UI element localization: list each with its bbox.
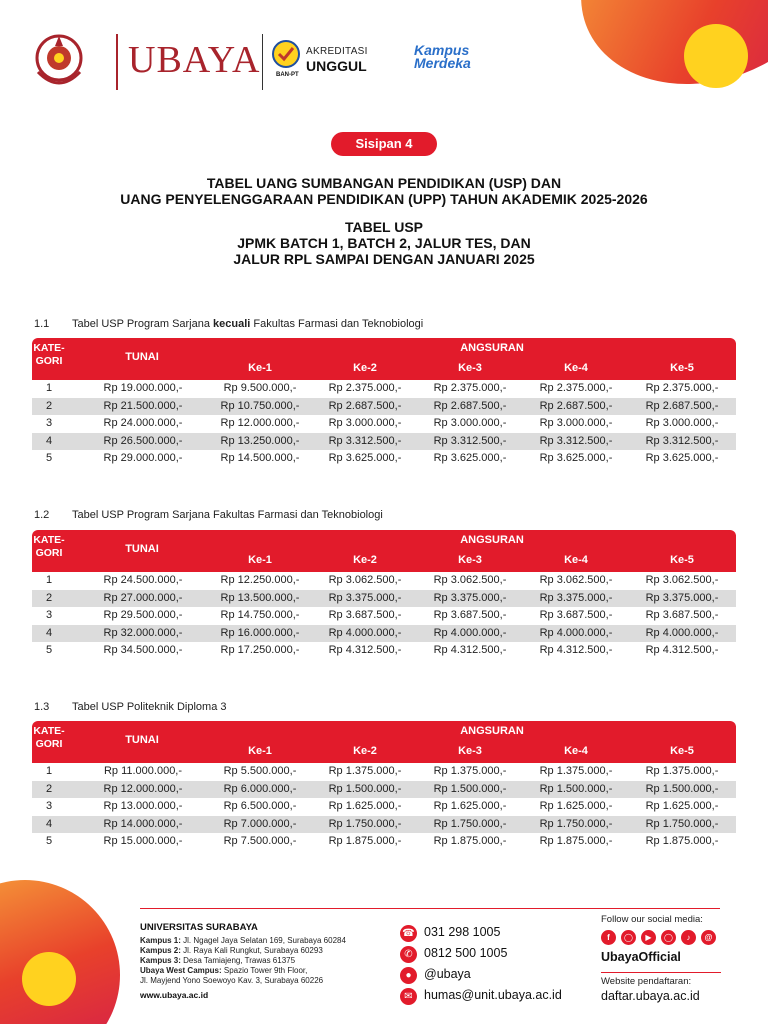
section-heading-2 (34, 509, 383, 521)
footer-campus-west: Ubaya West Campus: Spazio Tower 9th Floor, (140, 966, 308, 975)
whatsapp-icon: ✆ (400, 946, 417, 963)
header-kategori: KATE- GORI (33, 725, 65, 750)
kampus-merdeka-logo: Kampus Merdeka (414, 42, 471, 71)
cell-ke-4: Rp 1.375.000,- (539, 765, 613, 777)
table-row (32, 781, 736, 799)
registration-url[interactable]: daftar.ubaya.ac.id (601, 989, 700, 1003)
ban-pt-label: BAN-PT (276, 72, 299, 78)
table-row (32, 642, 736, 660)
cell-tunai: Rp 19.000.000,- (103, 382, 183, 394)
header-ke-2: Ke-2 (353, 554, 377, 566)
registration-divider (601, 972, 721, 973)
cell-kategori: 1 (45, 765, 53, 777)
cell-tunai: Rp 24.000.000,- (103, 417, 183, 429)
cell-kategori: 1 (45, 574, 53, 586)
cell-ke-1: Rp 9.500.000,- (223, 382, 297, 394)
sisipan-badge: Sisipan 4 (331, 132, 437, 156)
table-row (32, 763, 736, 781)
cell-kategori: 5 (45, 835, 53, 847)
cell-ke-3: Rp 4.000.000,- (433, 626, 507, 639)
cell-ke-3: Rp 1.750.000,- (433, 817, 507, 830)
brand-divider (116, 34, 118, 90)
cell-ke-2: Rp 1.375.000,- (328, 765, 402, 777)
usp-table-1 (32, 338, 736, 468)
cell-ke-5: Rp 1.375.000,- (645, 765, 719, 777)
table-row (32, 607, 736, 625)
header-ke-2: Ke-2 (353, 362, 377, 374)
header-ke-4: Ke-4 (564, 745, 588, 757)
header-angsuran: ANGSURAN (460, 725, 524, 737)
footer-campus-1: Kampus 1: Jl. Ngagel Jaya Selatan 169, Surabaya 60284 (140, 936, 346, 945)
cell-tunai: Rp 21.500.000,- (103, 399, 183, 412)
follow-label: Follow our social media: (601, 914, 703, 925)
title-line-4: JPMK BATCH 1, BATCH 2, JALUR TES, DAN (237, 235, 531, 251)
header-ke-1: Ke-1 (248, 554, 272, 566)
chat-icon: ● (400, 967, 417, 984)
cell-ke-5: Rp 1.625.000,- (645, 800, 719, 812)
cell-ke-2: Rp 1.500.000,- (328, 782, 402, 795)
contact-email-text: humas@unit.ubaya.ac.id (424, 988, 562, 1002)
cell-kategori: 5 (45, 452, 53, 464)
cell-ke-3: Rp 1.875.000,- (433, 835, 507, 847)
accreditation-label: AKREDITASI (306, 46, 368, 57)
cell-ke-1: Rp 12.250.000,- (220, 574, 300, 586)
header (30, 26, 470, 96)
cell-ke-2: Rp 1.625.000,- (328, 800, 402, 812)
cell-tunai: Rp 29.500.000,- (103, 609, 183, 621)
cell-ke-4: Rp 4.000.000,- (539, 626, 613, 639)
cell-ke-2: Rp 2.375.000,- (328, 382, 402, 394)
cell-ke-5: Rp 1.500.000,- (645, 782, 719, 795)
cell-tunai: Rp 26.500.000,- (103, 434, 183, 447)
cell-ke-5: Rp 4.312.500,- (645, 644, 719, 656)
header-ke-2: Ke-2 (353, 745, 377, 757)
cell-kategori: 5 (45, 644, 53, 656)
cell-tunai: Rp 29.000.000,- (103, 452, 183, 464)
cell-ke-3: Rp 4.312.500,- (433, 644, 507, 656)
cell-kategori: 3 (45, 609, 53, 621)
cell-ke-4: Rp 3.062.500,- (539, 574, 613, 586)
cell-ke-5: Rp 3.625.000,- (645, 452, 719, 464)
cell-kategori: 4 (45, 626, 53, 639)
cell-ke-4: Rp 2.375.000,- (539, 382, 613, 394)
instagram-alt-icon[interactable]: ◯ (661, 930, 676, 945)
section-heading-1 (34, 318, 423, 330)
cell-ke-2: Rp 3.687.500,- (328, 609, 402, 621)
header-angsuran: ANGSURAN (460, 342, 524, 354)
cell-kategori: 4 (45, 817, 53, 830)
header-ke-3: Ke-3 (458, 554, 482, 566)
cell-ke-4: Rp 2.687.500,- (539, 399, 613, 412)
cell-ke-2: Rp 3.625.000,- (328, 452, 402, 464)
cell-ke-1: Rp 10.750.000,- (220, 399, 300, 412)
table-row (32, 450, 736, 468)
cell-ke-3: Rp 3.000.000,- (433, 417, 507, 429)
section-number: 1.2 (34, 509, 50, 521)
header-ke-4: Ke-4 (564, 362, 588, 374)
table-row (32, 816, 736, 834)
header-ke-1: Ke-1 (248, 362, 272, 374)
title-line-1: TABEL UANG SUMBANGAN PENDIDIKAN (USP) DAN (206, 175, 562, 191)
cell-ke-3: Rp 1.625.000,- (433, 800, 507, 812)
footer-campus-2: Kampus 2: Jl. Raya Kali Rungkut, Surabaya 60293 (140, 946, 323, 955)
cell-tunai: Rp 14.000.000,- (103, 817, 183, 830)
cell-ke-3: Rp 3.312.500,- (433, 434, 507, 447)
cell-ke-4: Rp 3.375.000,- (539, 591, 613, 604)
table-header (32, 530, 736, 572)
cell-ke-2: Rp 3.312.500,- (328, 434, 402, 447)
cell-tunai: Rp 34.500.000,- (103, 644, 183, 656)
title-line-3: TABEL USP (344, 219, 424, 235)
footer-campus-west-address: Jl. Mayjend Yono Soewoyo Kav. 3, Surabaya 60226 (140, 976, 324, 985)
tiktok-icon[interactable]: ♪ (681, 930, 696, 945)
table-row (32, 380, 736, 398)
cell-ke-3: Rp 1.500.000,- (433, 782, 507, 795)
cell-ke-2: Rp 2.687.500,- (328, 399, 402, 412)
header-tunai: TUNAI (125, 543, 159, 555)
cell-ke-2: Rp 4.000.000,- (328, 626, 402, 639)
cell-kategori: 4 (45, 434, 53, 447)
cell-ke-1: Rp 14.750.000,- (220, 609, 300, 621)
section-title-pre: Tabel USP Politeknik Diploma 3 (72, 701, 227, 713)
cell-ke-2: Rp 4.312.500,- (328, 644, 402, 656)
cell-ke-1: Rp 5.500.000,- (223, 765, 297, 777)
header-kategori: KATE- GORI (33, 342, 65, 367)
cell-tunai: Rp 12.000.000,- (103, 782, 183, 795)
cell-ke-1: Rp 7.500.000,- (223, 835, 297, 847)
cell-ke-3: Rp 3.375.000,- (433, 591, 507, 604)
cell-tunai: Rp 15.000.000,- (103, 835, 183, 847)
table-row (32, 572, 736, 590)
cell-ke-3: Rp 3.687.500,- (433, 609, 507, 621)
usp-table-3 (32, 721, 736, 851)
registration-label: Website pendaftaran: (601, 976, 692, 987)
header-ke-3: Ke-3 (458, 745, 482, 757)
header-tunai: TUNAI (125, 734, 159, 746)
ban-pt-icon (270, 38, 302, 70)
cell-ke-5: Rp 3.000.000,- (645, 417, 719, 429)
contact-phone-text: 031 298 1005 (424, 925, 501, 939)
cell-ke-5: Rp 4.000.000,- (645, 626, 719, 639)
section-heading-3 (34, 701, 226, 713)
cell-ke-3: Rp 3.062.500,- (433, 574, 507, 586)
cell-tunai: Rp 27.000.000,- (103, 591, 183, 604)
cell-ke-2: Rp 3.000.000,- (328, 417, 402, 429)
header-angsuran: ANGSURAN (460, 534, 524, 546)
cell-ke-4: Rp 3.687.500,- (539, 609, 613, 621)
header-tunai: TUNAI (125, 351, 159, 363)
cell-ke-5: Rp 1.750.000,- (645, 817, 719, 830)
cell-ke-1: Rp 12.000.000,- (220, 417, 300, 429)
decorative-circle-yellow-top (684, 24, 748, 88)
cell-kategori: 3 (45, 800, 53, 812)
cell-ke-3: Rp 3.625.000,- (433, 452, 507, 464)
cell-ke-5: Rp 3.687.500,- (645, 609, 719, 621)
brand-name: UBAYA (128, 39, 261, 81)
cell-ke-1: Rp 13.250.000,- (220, 434, 300, 447)
cell-ke-4: Rp 4.312.500,- (539, 644, 613, 656)
cell-ke-5: Rp 1.875.000,- (645, 835, 719, 847)
cell-kategori: 2 (45, 399, 53, 412)
brand-divider-2 (262, 34, 263, 90)
cell-ke-1: Rp 6.500.000,- (223, 800, 297, 812)
header-ke-4: Ke-4 (564, 554, 588, 566)
cell-ke-2: Rp 3.375.000,- (328, 591, 402, 604)
cell-ke-1: Rp 14.500.000,- (220, 452, 300, 464)
cell-tunai: Rp 24.500.000,- (103, 574, 183, 586)
table-row (32, 798, 736, 816)
contact-chat-text: @ubaya (424, 967, 471, 981)
cell-ke-4: Rp 1.750.000,- (539, 817, 613, 830)
footer-divider (140, 908, 720, 909)
section-title-pre: Tabel USP Program Sarjana (72, 318, 214, 330)
mail-icon: ✉ (400, 988, 417, 1005)
table-row (32, 625, 736, 643)
cell-ke-1: Rp 7.000.000,- (223, 817, 297, 830)
header-kategori: KATE- GORI (33, 534, 65, 559)
cell-ke-4: Rp 1.500.000,- (539, 782, 613, 795)
threads-icon[interactable]: @ (701, 930, 716, 945)
footer-website-link[interactable]: www.ubaya.ac.id (140, 990, 209, 1000)
cell-ke-5: Rp 3.062.500,- (645, 574, 719, 586)
instagram-icon[interactable]: ◯ (621, 930, 636, 945)
cell-ke-4: Rp 3.625.000,- (539, 452, 613, 464)
section-title-pre: Tabel USP Program Sarjana Fakultas Farmasi dan Teknobiologi (72, 509, 383, 521)
header-ke-5: Ke-5 (670, 362, 694, 374)
table-row (32, 590, 736, 608)
table-row (32, 433, 736, 451)
cell-ke-2: Rp 1.750.000,- (328, 817, 402, 830)
cell-ke-5: Rp 2.687.500,- (645, 399, 719, 412)
footer-university: UNIVERSITAS SURABAYA (140, 922, 258, 933)
cell-ke-4: Rp 3.312.500,- (539, 434, 613, 447)
cell-ke-4: Rp 3.000.000,- (539, 417, 613, 429)
header-ke-5: Ke-5 (670, 554, 694, 566)
cell-kategori: 3 (45, 417, 53, 429)
cell-kategori: 2 (45, 591, 53, 604)
cell-ke-1: Rp 16.000.000,- (220, 626, 300, 639)
cell-ke-1: Rp 6.000.000,- (223, 782, 297, 795)
usp-table-2 (32, 530, 736, 660)
section-number: 1.3 (34, 701, 50, 713)
cell-tunai: Rp 11.000.000,- (103, 765, 183, 777)
cell-ke-2: Rp 1.875.000,- (328, 835, 402, 847)
section-title-bold: kecuali (213, 318, 251, 330)
social-icons (601, 930, 721, 950)
cell-ke-2: Rp 3.062.500,- (328, 574, 402, 586)
cell-ke-1: Rp 13.500.000,- (220, 591, 300, 604)
cell-ke-4: Rp 1.875.000,- (539, 835, 613, 847)
social-handle: UbayaOfficial (601, 950, 681, 964)
header-ke-3: Ke-3 (458, 362, 482, 374)
section-title-post: Fakultas Farmasi dan Teknobiologi (250, 318, 424, 330)
cell-ke-5: Rp 3.375.000,- (645, 591, 719, 604)
table-row (32, 833, 736, 851)
cell-ke-4: Rp 1.625.000,- (539, 800, 613, 812)
cell-tunai: Rp 32.000.000,- (103, 626, 183, 639)
table-row (32, 415, 736, 433)
cell-ke-5: Rp 3.312.500,- (645, 434, 719, 447)
phone-icon: ☎ (400, 925, 417, 942)
facebook-icon[interactable]: f (601, 930, 616, 945)
footer-campus-3: Kampus 3: Desa Tamiajeng, Trawas 61375 (140, 956, 296, 965)
cell-kategori: 1 (45, 382, 53, 394)
accreditation-grade: UNGGUL (306, 58, 367, 74)
table-header (32, 338, 736, 380)
cell-ke-3: Rp 1.375.000,- (433, 765, 507, 777)
table-row (32, 398, 736, 416)
ubaya-logo-icon (30, 32, 88, 94)
cell-ke-3: Rp 2.687.500,- (433, 399, 507, 412)
cell-ke-1: Rp 17.250.000,- (220, 644, 300, 656)
cell-ke-5: Rp 2.375.000,- (645, 382, 719, 394)
contact-whatsapp-text: 0812 500 1005 (424, 946, 508, 960)
title-line-5: JALUR RPL SAMPAI DENGAN JANUARI 2025 (233, 251, 535, 267)
cell-tunai: Rp 13.000.000,- (103, 800, 183, 812)
table-header (32, 721, 736, 763)
title-line-2: UANG PENYELENGGARAAN PENDIDIKAN (UPP) TAHUN AKADEMIK 2025-2026 (120, 191, 648, 207)
youtube-icon[interactable]: ▶ (641, 930, 656, 945)
cell-ke-3: Rp 2.375.000,- (433, 382, 507, 394)
cell-kategori: 2 (45, 782, 53, 795)
header-ke-5: Ke-5 (670, 745, 694, 757)
decorative-circle-yellow-bottom (22, 952, 76, 1006)
section-number: 1.1 (34, 318, 50, 330)
header-ke-1: Ke-1 (248, 745, 272, 757)
